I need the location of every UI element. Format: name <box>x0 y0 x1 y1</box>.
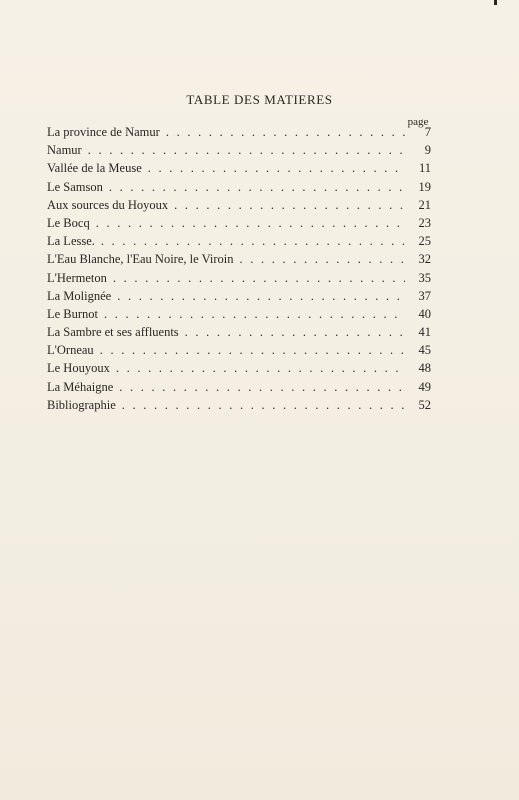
toc-entry-title: L'Eau Blanche, l'Eau Noire, le Viroin <box>47 252 234 267</box>
toc-leader-dots <box>116 398 405 413</box>
toc-entry <box>47 125 431 143</box>
toc-entry <box>47 216 431 234</box>
toc-entry <box>47 289 431 307</box>
toc-entry-title: Namur <box>47 143 82 158</box>
toc-entry-title: La province de Namur <box>47 125 160 139</box>
page-column-label: page <box>407 116 429 128</box>
toc-entry-page: 37 <box>418 288 431 303</box>
toc-entry-page: 21 <box>418 197 431 212</box>
toc-entry-title: La Molignée <box>47 288 112 303</box>
toc-entry-page: 48 <box>418 361 431 376</box>
toc-entry-title: La Sambre et ses affluents <box>47 325 179 340</box>
toc-entry-page: 52 <box>418 397 431 412</box>
toc-leader-dots <box>233 252 405 267</box>
toc-leader-dots <box>82 143 405 158</box>
toc-entry <box>47 234 431 252</box>
toc-leader-dots <box>110 361 405 376</box>
toc-entry <box>47 380 431 398</box>
toc-entry-title: La Méhaigne <box>47 379 114 394</box>
toc-entry-title: Le Samson <box>47 179 103 194</box>
toc-entry-title: Le Bocq <box>47 215 90 230</box>
toc-entry-page: 23 <box>418 215 431 230</box>
toc-entry-page: 19 <box>418 179 431 194</box>
table-of-contents <box>47 125 431 416</box>
corner-mark <box>494 0 497 5</box>
toc-entry-title: L'Orneau <box>47 343 94 358</box>
toc-entry <box>47 271 431 289</box>
toc-entry <box>47 198 431 216</box>
toc-entry-title: Vallée de la Meuse <box>47 161 142 176</box>
toc-entry-title: Le Houyoux <box>47 361 110 376</box>
page-title: TABLE DES MATIERES <box>186 92 333 107</box>
toc-entry <box>47 361 431 379</box>
toc-entry-page: 45 <box>418 343 431 358</box>
toc-entry-page: 41 <box>418 325 431 340</box>
toc-entry <box>47 307 431 325</box>
toc-entry-page: 32 <box>418 252 431 267</box>
toc-leader-dots <box>142 161 405 176</box>
toc-leader-dots <box>168 198 405 213</box>
toc-entry <box>47 161 431 179</box>
toc-leader-dots <box>98 307 405 322</box>
toc-leader-dots <box>111 289 405 304</box>
toc-entry <box>47 343 431 361</box>
toc-entry <box>47 180 431 198</box>
toc-entry <box>47 252 431 270</box>
toc-entry-page: 11 <box>418 161 431 176</box>
toc-entry-title: La Lesse. <box>47 234 95 249</box>
toc-entry-title: Bibliographie <box>47 397 116 412</box>
toc-entry-page: 7 <box>424 125 431 139</box>
toc-leader-dots <box>113 380 405 395</box>
toc-entry <box>47 143 431 161</box>
toc-leader-dots <box>94 343 405 358</box>
toc-leader-dots <box>90 216 405 231</box>
toc-entry-page: 25 <box>418 234 431 249</box>
toc-entry-page: 49 <box>418 379 431 394</box>
toc-entry-page: 9 <box>424 143 431 158</box>
toc-entry-title: Le Burnot <box>47 306 99 321</box>
toc-leader-dots <box>103 180 405 195</box>
toc-entry <box>47 325 431 343</box>
toc-entry <box>47 398 431 416</box>
toc-leader-dots <box>107 271 405 286</box>
toc-entry-page: 35 <box>418 270 431 285</box>
toc-leader-dots <box>160 125 405 140</box>
toc-leader-dots <box>179 325 405 340</box>
toc-leader-dots <box>95 234 405 249</box>
toc-entry-title: L'Hermeton <box>47 270 107 285</box>
toc-entry-page: 40 <box>418 306 431 321</box>
toc-entry-title: Aux sources du Hoyoux <box>47 197 169 212</box>
